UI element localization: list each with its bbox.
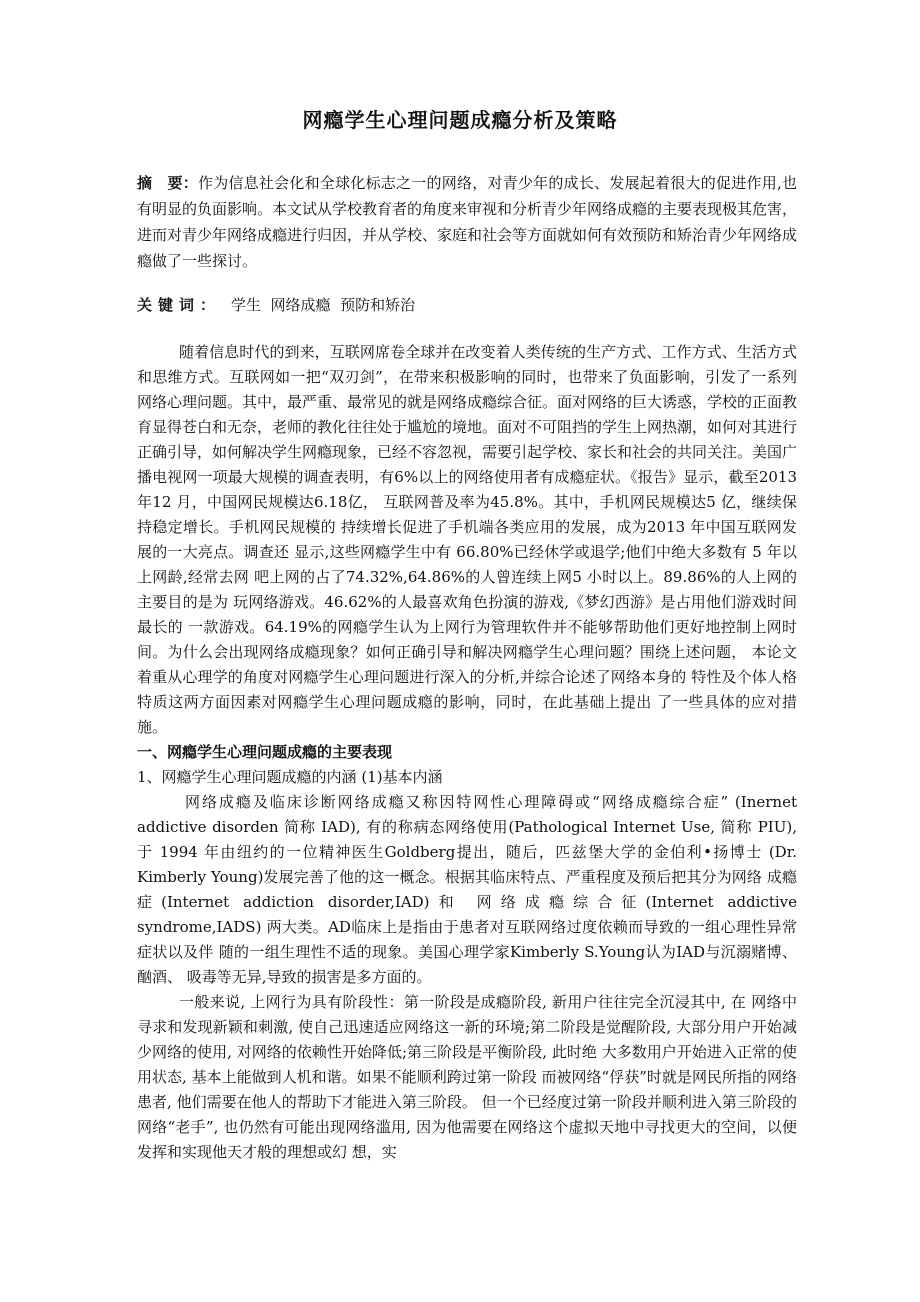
body-text [137, 340, 797, 1165]
intro-paragraph: 随着信息时代的到来，互联网席卷全球并在改变着人类传统的生产方式、工作方式、生活方式和思维方式。互联网如一把“双刃剑”，在带来积极影响的同时，也带来了负面影响，引发了一系列网络心理问题。其中，最严重、最常见的就是网络成瘾综合征。面对网络的巨大诱惑，学校的正面教育显得苍白和无奈，老师的教化往往处于尴尬的境地。面对不可阻挡的学生上网热潮，如何对其进行正确引导，如何解决学生网瘾现象，已经不容忽视，需要引起学校、家长和社会的共同关注。美国广播电视网一项最大规模的调查表明，有6%以上的网络使用者有成瘾症状。《报告》显示，截至2013 年12 月，中国网民规模达6.18亿， 互联网普及率为45.8%。其中，手机网民规模达5 亿，继续保持稳定增长。手机网民规模的 持续增长促进了手机端各类应用的发展，成为2013 年中国互联网发展的一大亮点。调查还 显示,这些网瘾学生中有 66.80%已经休学或退学;他们中绝大多数有 5 年以上网龄,经常去网 吧上网的占了74.32%,64.86%的人曾连续上网5 小时以上。89.86%的人上网的主要目的是为 玩网络游戏。46.62%的人最喜欢角色扮演的游戏,《梦幻西游》是占用他们游戏时间最长的 一款游戏。64.19%的网瘾学生认为上网行为管理软件并不能够帮助他们更好地控制上网时 间。为什么会出现网络成瘾现象？如何正确引导和解决网瘾学生心理问题？围绕上述问题， 本论文着重从心理学的角度对网瘾学生心理问题进行深入的分析,并综合论述了网络本身的 特性及个体人格特质这两方面因素对网瘾学生心理问题成瘾的影响，同时，在此基础上提出 了一些具体的应对措施。 [137, 343, 798, 736]
abstract [137, 170, 797, 274]
stages-paragraph: 一般来说, 上网行为具有阶段性：第一阶段是成瘾阶段, 新用户往往完全沉浸其中, 在 网络中寻求和发现新颖和刺激, 使自己迅速适应网络这一新的环境;第二阶段是觉醒阶段, 大部分用户开始减少网络的使用, 对网络的依赖性开始降低;第三阶段是平衡阶段, 此时绝 大多数用户开始进入正常的使用状态, 基本上能做到人机和谐。如果不能顺利跨过第一阶段 而被网络“俘获”时就是网民所指的网络患者, 他们需要在他人的帮助下才能进入第三阶段。 但一个已经度过第一阶段并顺利进入第三阶段的网络“老手”, 也仍然有可能出现网络滥用, 因为他需要在网络这个虚拟天地中寻找更大的空间，以便发挥和实现他天才般的理想或幻 想，实 [137, 993, 797, 1161]
abstract-label: 摘 要： [137, 174, 198, 192]
definition-paragraph: 网络成瘾及临床诊断网络成瘾又称因特网性心理障碍或“网络成瘾综合症” (Inernet addictive disorden 简称 IAD), 有的称病态网络使用(Pathological Internet Use, 简称 PIU), 于 1994 年由纽约的一位精神医生Goldberg提出，随后，匹兹堡大学的金伯利•扬博士 (Dr. Kimberly Young)发展完善了他的这一概念。根据其临床特点、严重程度及预后把其分为网络 成瘾症(Internet addiction disorder,IAD)和 网络成瘾综合征(Internet addictive syndrome,IADS) 两大类。AD临床上是指由于患者对互联网络过度依赖而导致的一组心理性异常症状以及伴 随的一组生理性不适的现象。美国心理学家Kimberly S.Young认为IAD与沉溺赌博、酗酒、 吸毒等无异,导致的损害是多方面的。 [137, 793, 797, 986]
section-heading-1: 一、网瘾学生心理问题成瘾的主要表现 [137, 743, 393, 761]
keywords-text: 学生 网络成瘾 预防和矫治 [231, 296, 416, 314]
keywords [137, 292, 797, 318]
subsection-heading-1: 1、网瘾学生心理问题成瘾的内涵 (1)基本内涵 [137, 768, 443, 786]
abstract-text: 作为信息社会化和全球化标志之一的网络，对青少年的成长、发展起着很大的促进作用,也有明显的负面影响。本文试从学校教育者的角度来审视和分析青少年网络成瘾的主要表现极其危害，进而对青少年网络成瘾进行归因，并从学校、家庭和社会等方面就如何有效预防和矫治青少年网络成瘾做了一些探讨。 [137, 174, 798, 270]
keywords-label: 关键词： [137, 296, 222, 314]
page-title: 网瘾学生心理问题成瘾分析及策略 [302, 108, 618, 132]
